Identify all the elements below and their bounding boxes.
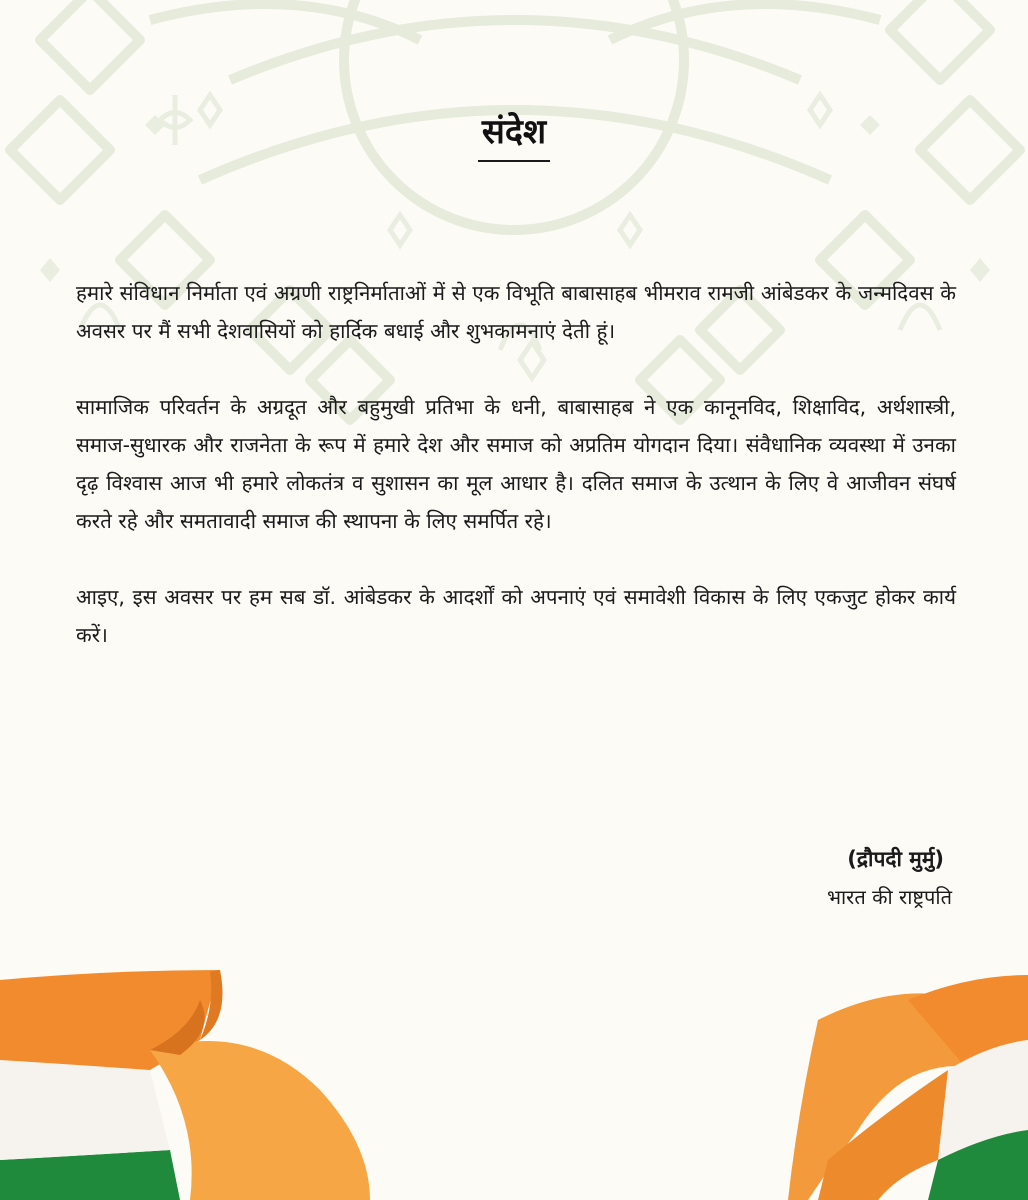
page-title: संदेश bbox=[478, 108, 550, 162]
paragraph-3: आइए, इस अवसर पर हम सब डॉ. आंबेडकर के आदर्शों को अपनाएं एवं समावेशी विकास के लिए एकजुट होकर कार्य करें। bbox=[76, 585, 956, 647]
tricolor-ribbon-right bbox=[788, 960, 1028, 1200]
title-container bbox=[0, 108, 1028, 162]
paragraph-2: सामाजिक परिवर्तन के अग्रदूत और बहुमुखी प्रतिभा के धनी, बाबासाहब ने एक कानूनविद, शिक्षाविद, अर्थशास्त्री, समाज-सुधारक और राजनेता के रूप में हमारे देश और समाज को अप्रतिम योगदान दिया। संवैधानिक व्यवस्था में उनका दृढ़ विश्वास आज भी हमारे लोकतंत्र व सुशासन का मूल आधार है। दलित समाज के उत्थान के लिए वे आजीवन संघर्ष करते रहे और समतावादी समाज की स्थापना के लिए समर्पित रहे। bbox=[76, 395, 956, 533]
signatory-designation: भारत की राष्ट्रपति bbox=[826, 885, 952, 909]
message-body bbox=[76, 274, 956, 692]
tricolor-ribbon-left bbox=[0, 960, 380, 1200]
paragraph-1: हमारे संविधान निर्माता एवं अग्रणी राष्ट्रनिर्माताओं में से एक विभूति बाबासाहब भीमराव रामजी आंबेडकर के जन्मदिवस के अवसर पर मैं सभी देशवासियों को हार्दिक बधाई और शुभकामनाएं देती हूं। bbox=[76, 281, 956, 343]
signature-block bbox=[827, 840, 952, 916]
signatory-name: (द्रौपदी मुर्मु) bbox=[847, 847, 944, 871]
